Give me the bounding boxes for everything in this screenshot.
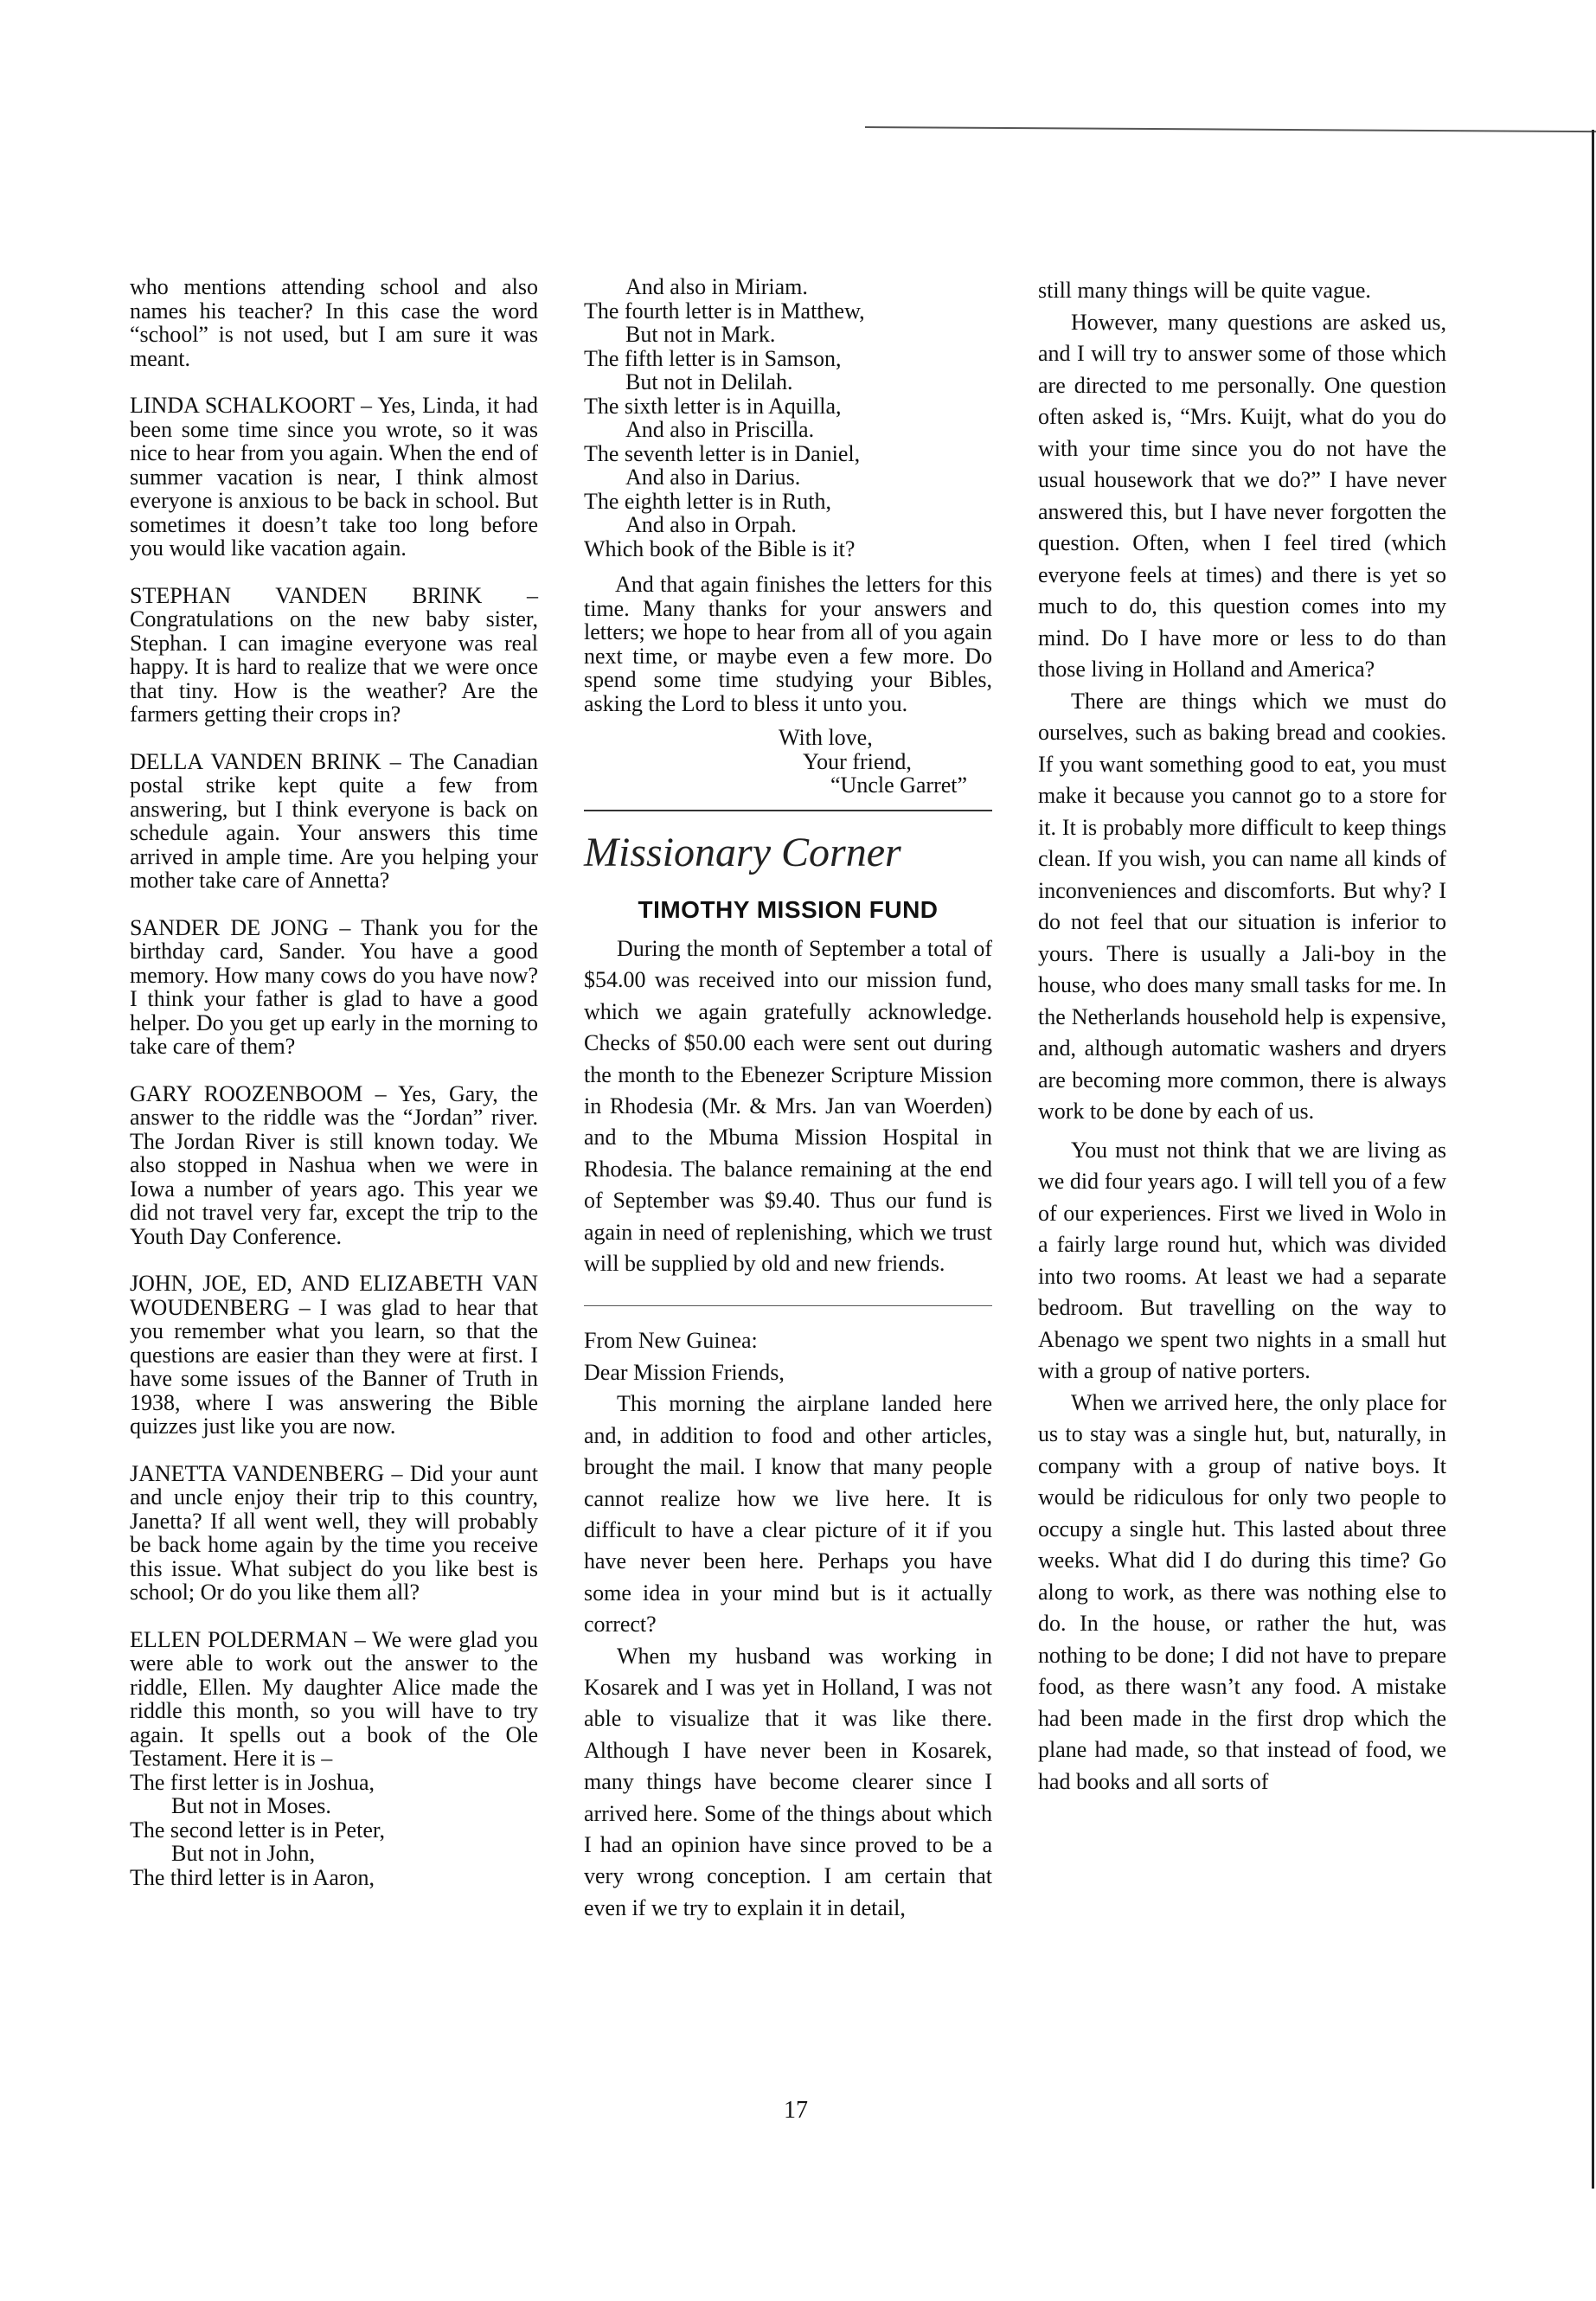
letter-paragraph: There are things which we must do ourselves, such as baking bread and cookies. If you want something good to eat, you must make it because you cannot go to a store for it. It is probably more difficult to keep things clean. If you wish, you can name all kinds of inconveniences and discomforts. But why? I do not feel that our situation is inferior to yours. There is usually a Jali-boy in the house, who does many small tasks for me. In the Netherlands household help is expensive, and, although automatic washers and dryers are becoming more common, there is always work to be done by each of us. (1038, 688, 1446, 1124)
riddle-line: The eighth letter is in Ruth, (584, 488, 831, 514)
letter-paragraph: You must not think that we are living as we did four years ago. I will tell you of a few of our experiences. First we lived in Wolo in a fairly large round hut, which was divided into two rooms. At least we had a separate bedroom. But travelling on the way to Abenago we spent two nights in a small hut with a group of native porters. (1038, 1137, 1446, 1383)
page-right-edge (1592, 130, 1594, 2189)
riddle-line: And also in Miriam. (625, 274, 808, 299)
page-number: 17 (784, 2097, 808, 2124)
riddle-line: The seventh letter is in Daniel, (584, 440, 861, 466)
paragraph: JOHN, JOE, ED, AND ELIZABETH VAN WOUDENBERG – I was glad to hear that you remember what you learn, so that the questions are easier than they were at first. I have some issues of the Banner of Truth in 1938, where I was answering the Bible quizzes just like you are now. (130, 1271, 538, 1439)
letter-paragraph: This morning the airplane landed here and, in addition to food and other articles, brought the mail. I know that many people cannot realize how we live here. It is difficult to have a clear picture of it if you have never been here. Perhaps you have some idea in your mind but is it actually correct? (584, 1391, 992, 1638)
riddle-line: But not in Moses. (171, 1793, 331, 1818)
riddle-line: The third letter is in Aaron, (130, 1864, 375, 1890)
riddle-line: But not in Delilah. (625, 369, 793, 394)
paragraph: SANDER DE JONG – Thank you for the birthday card, Sander. You have a good memory. How many cows do you have now? I think your father is glad to have a good helper. Do you get up early in the morning to take care of them? (130, 914, 538, 1059)
riddle-line: The fifth letter is in Samson, (584, 345, 842, 371)
page-edge-line (865, 126, 1596, 132)
letter-divider (584, 1305, 992, 1306)
letter-continuation: still many things will be quite vague. (1038, 278, 1371, 303)
fund-paragraph: During the month of September a total of $54.00 was received into our mission fund, which we again gratefully acknowledge. Checks of $50.00 each were sent out during the month to the Ebenezer Scripture Mission in Rhodesia (Mr. & Mrs. Jan van Woerden) and to the Mbuma Mission Hospital in Rhodesia. The balance remaining at the end of September was $9.40. Thus our fund is again in need of replenishing, which we trust will be supplied by old and new friends. (584, 936, 992, 1277)
column-3 (1038, 275, 1446, 1798)
riddle-line: And also in Darius. (625, 465, 801, 490)
section-divider (584, 810, 992, 811)
paragraph: LINDA SCHALKOORT – Yes, Linda, it had been some time since you wrote, so it was nice to hear from you again. When the end of summer vacation is near, I think almost everyone is anxious to be back in school. But sometimes it doesn’t take too long before you would like vacation again. (130, 393, 538, 561)
letter-paragraph: However, many questions are asked us, and I will try to answer some of those which are directed to me personally. One question often asked is, “Mrs. Kuijt, what do you do with your time since you do not have the usual housework that we do?” I have never answered this, but I have never forgotten the question. Often, when I feel tired (which everyone feels at times) and there is yet so much to do, this question comes into my mind. Do I have more or less to do than those living in Holland and America? (1038, 309, 1446, 682)
signoff-line: “Uncle Garret” (830, 772, 968, 798)
riddle-line: Which book of the Bible is it? (584, 535, 856, 561)
fund-subheading: TIMOTHY MISSION FUND (638, 895, 939, 923)
riddle-line: But not in John, (171, 1841, 316, 1866)
signoff (584, 726, 992, 798)
letter-from: From New Guinea: (584, 1328, 758, 1354)
column-1 (130, 275, 538, 1889)
section-heading: Missionary Corner (584, 829, 901, 875)
signoff-line: With love, (779, 725, 873, 750)
riddle-line: The sixth letter is in Aquilla, (584, 393, 842, 419)
paragraph: ELLEN POLDERMAN – We were glad you were able to work out the answer to the riddle, Ellen. My daughter Alice made the riddle this month, so you will have to try again. It spells out a book of the Ole Testament. Here it is – (130, 1626, 538, 1771)
paragraph: STEPHAN VANDEN BRINK – Congratulations on the new baby sister, Stephan. I can imagine everyone was real happy. It is hard to realize that we were once that tiny. How is the weather? Are the farmers getting their crops in? (130, 582, 538, 727)
paragraph: DELLA VANDEN BRINK – The Canadian postal strike kept quite a few from answering, but I think everyone is back on schedule again. Your answers this time arrived in ample time. Are you helping your mother take care of Annetta? (130, 748, 538, 893)
column-2 (584, 275, 992, 1924)
letter-salutation: Dear Mission Friends, (584, 1359, 785, 1385)
signoff-line: Your friend, (803, 748, 912, 774)
riddle-line: The first letter is in Joshua, (130, 1769, 375, 1795)
riddle-part-2 (584, 275, 992, 561)
riddle-line: And also in Orpah. (625, 512, 797, 537)
riddle-line: But not in Mark. (625, 322, 776, 347)
riddle-line: The fourth letter is in Matthew, (584, 298, 865, 324)
paragraph: GARY ROOZENBOOM – Yes, Gary, the answer to the riddle was the “Jordan” river. The Jordan River is still known today. We also stopped in Nashua when we were in Iowa a number of years ago. This year we did not travel very far, except the trip to the Youth Day Conference. (130, 1080, 538, 1249)
paragraph: JANETTA VANDENBERG – Did your aunt and uncle enjoy their trip to this country, Janetta? If all went well, they will probably be back home again by the time you receive this issue. What subject do you like best is school; Or do you like them all? (130, 1460, 538, 1605)
paragraph: who mentions attending school and also names his teacher? In this case the word “school” is not used, but I am sure it was meant. (130, 274, 538, 371)
riddle-line: The second letter is in Peter, (130, 1817, 385, 1843)
letter-paragraph: When my husband was working in Kosarek and I was yet in Holland, I was not able to visualize that it was like there. Although I have never been in Kosarek, many things have become clearer since I arrived here. Some of the things about which I had an opinion have since proved to be a very wrong conception. I am certain that even if we try to explain it in detail, (584, 1643, 992, 1920)
riddle-part-1 (130, 1771, 538, 1890)
riddle-line: And also in Priscilla. (625, 417, 815, 442)
closing-paragraph: And that again finishes the letters for this time. Many thanks for your answers and letters; we hope to hear from all of you again next time, or maybe even a few more. Do spend some time studying your Bibles, asking the Lord to bless it unto you. (584, 572, 992, 716)
letter-paragraph: When we arrived here, the only place for us to stay was a single hut, but, naturally, in company with a group of native boys. It would be ridiculous for only two people to occupy a single hut. This lasted about three weeks. What did I do during this time? Go along to work, as there was nothing else to do. In the house, or rather the hut, was nothing to be done; I did not have to prepare food, as there wasn’t any food. A mistake had been made in the first drop which the plane had made, so that instead of food, we had books and all sorts of (1038, 1389, 1446, 1794)
